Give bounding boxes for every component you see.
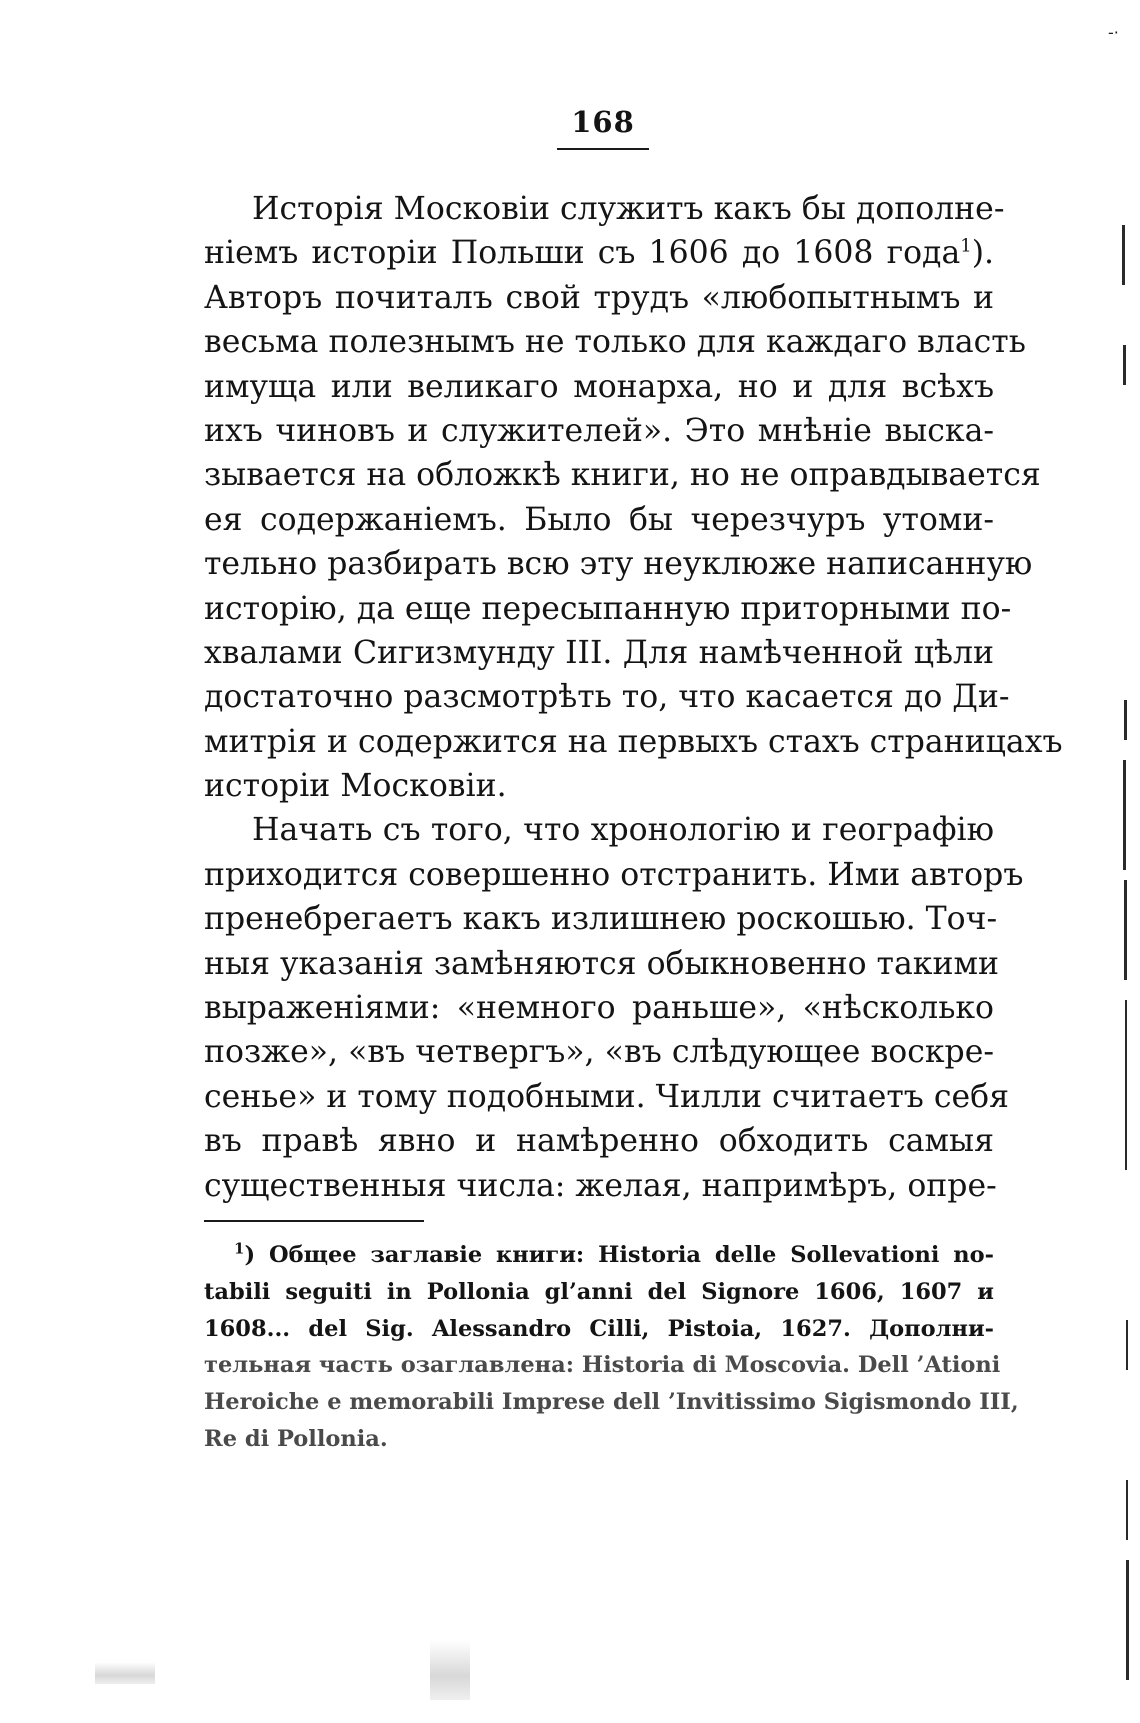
footnote-line: [204, 1237, 994, 1274]
text-line: Исторія Московіи служитъ какъ бы дополне-: [252, 191, 1005, 227]
text-line: существенныя числа: желая, напримѣръ, опре-: [204, 1167, 997, 1204]
footnote-line: 1608... del Sig. Alessandro Cilli, Pistoia, 1627. Дополни-: [204, 1315, 994, 1342]
page-number: 168: [571, 105, 635, 139]
text-line: хвалами Сигизмунду III. Для намѣченной цѣли: [204, 634, 994, 671]
text-line: Авторъ почиталъ свой трудъ «любопытнымъ и: [204, 279, 994, 316]
page-number-rule: [557, 148, 649, 150]
text-line: исторіи Московіи.: [204, 768, 507, 805]
scan-edge-artifact: [1126, 1560, 1129, 1680]
scan-edge-artifact: [1122, 225, 1125, 285]
text-line: весьма полезнымъ не только для каждаго власть: [204, 324, 1026, 361]
text-line: сенье» и тому подобными. Чилли считаетъ себя: [204, 1078, 1009, 1115]
scan-edge-artifact: [1124, 880, 1127, 980]
text-line: исторію, да еще пересыпанную приторными по-: [204, 590, 1012, 627]
scan-smudge: [95, 1662, 155, 1684]
text-line: зывается на обложкѣ книги, но не оправдывается: [204, 457, 1041, 494]
text-line: ніемъ исторіи Польши съ 1606 до 1608 года: [204, 235, 961, 272]
main-text: [204, 187, 1063, 1208]
footnote-line: Heroiche e memorabili Imprese dell ’Invitissimo Sigismondo III,: [204, 1389, 1019, 1416]
text-line: тельно разбирать всю эту неуклюже написанную: [204, 546, 1033, 583]
text-line: Начать съ того, что хронологію и географію: [252, 812, 994, 849]
corner-scan-mark: -·: [1108, 23, 1119, 42]
text-line: позже», «въ четвергъ», «въ слѣдующее воскре-: [204, 1034, 994, 1071]
text-line: ныя указанія замѣняются обыкновенно такими: [204, 945, 999, 982]
scan-edge-artifact: [1123, 345, 1126, 385]
text-line: ихъ чиновъ и служителей». Это мнѣніе выска-: [204, 412, 994, 449]
footnote-marker: 1: [234, 1239, 245, 1258]
text-line: пренебрегаетъ какъ излишнею роскошью. Точ-: [204, 901, 998, 938]
scan-edge-artifact: [1126, 1480, 1128, 1540]
text-line: ея содержаніемъ. Было бы черезчуръ утоми-: [204, 501, 994, 538]
scan-edge-artifact: [1123, 760, 1126, 870]
footnote-reference[interactable]: 1: [960, 235, 972, 257]
scan-edge-artifact: [1125, 1000, 1127, 1170]
text-line: достаточно разсмотрѣть то, что касается до Ди-: [204, 679, 1010, 716]
footnote-line: Re di Pollonia.: [204, 1425, 388, 1452]
footnote-divider: [204, 1220, 424, 1222]
scan-smudge: [430, 1640, 470, 1700]
text-line: выраженіями: «немного раньше», «нѣсколько: [204, 990, 994, 1027]
footnote-reference-tail: ).: [971, 235, 994, 272]
footnote-marker-tail: ): [244, 1242, 256, 1268]
text-line: имуща или великаго монарха, но и для всѣхъ: [204, 368, 994, 405]
text-line: митрія и содержится на первыхъ стахъ страницахъ: [204, 723, 1063, 760]
footnote-text: Общее заглавіе книги: Historia delle Sollevationi no-: [269, 1242, 994, 1268]
footnote-line: tabili seguiti in Pollonia gl’anni del Signore 1606, 1607 и: [204, 1278, 994, 1305]
footnote-line: тельная часть озаглавлена: Historia di Moscovia. Dell ’Ationi: [204, 1352, 1001, 1379]
text-line: въ правѣ явно и намѣренно обходить самыя: [204, 1123, 994, 1160]
text-line: приходится совершенно отстранить. Ими авторъ: [204, 856, 1024, 893]
scan-edge-artifact: [1126, 1320, 1128, 1370]
text-line-with-footnote-ref: [204, 231, 994, 275]
footnote: [204, 1237, 1019, 1458]
scan-edge-artifact: [1124, 700, 1127, 740]
